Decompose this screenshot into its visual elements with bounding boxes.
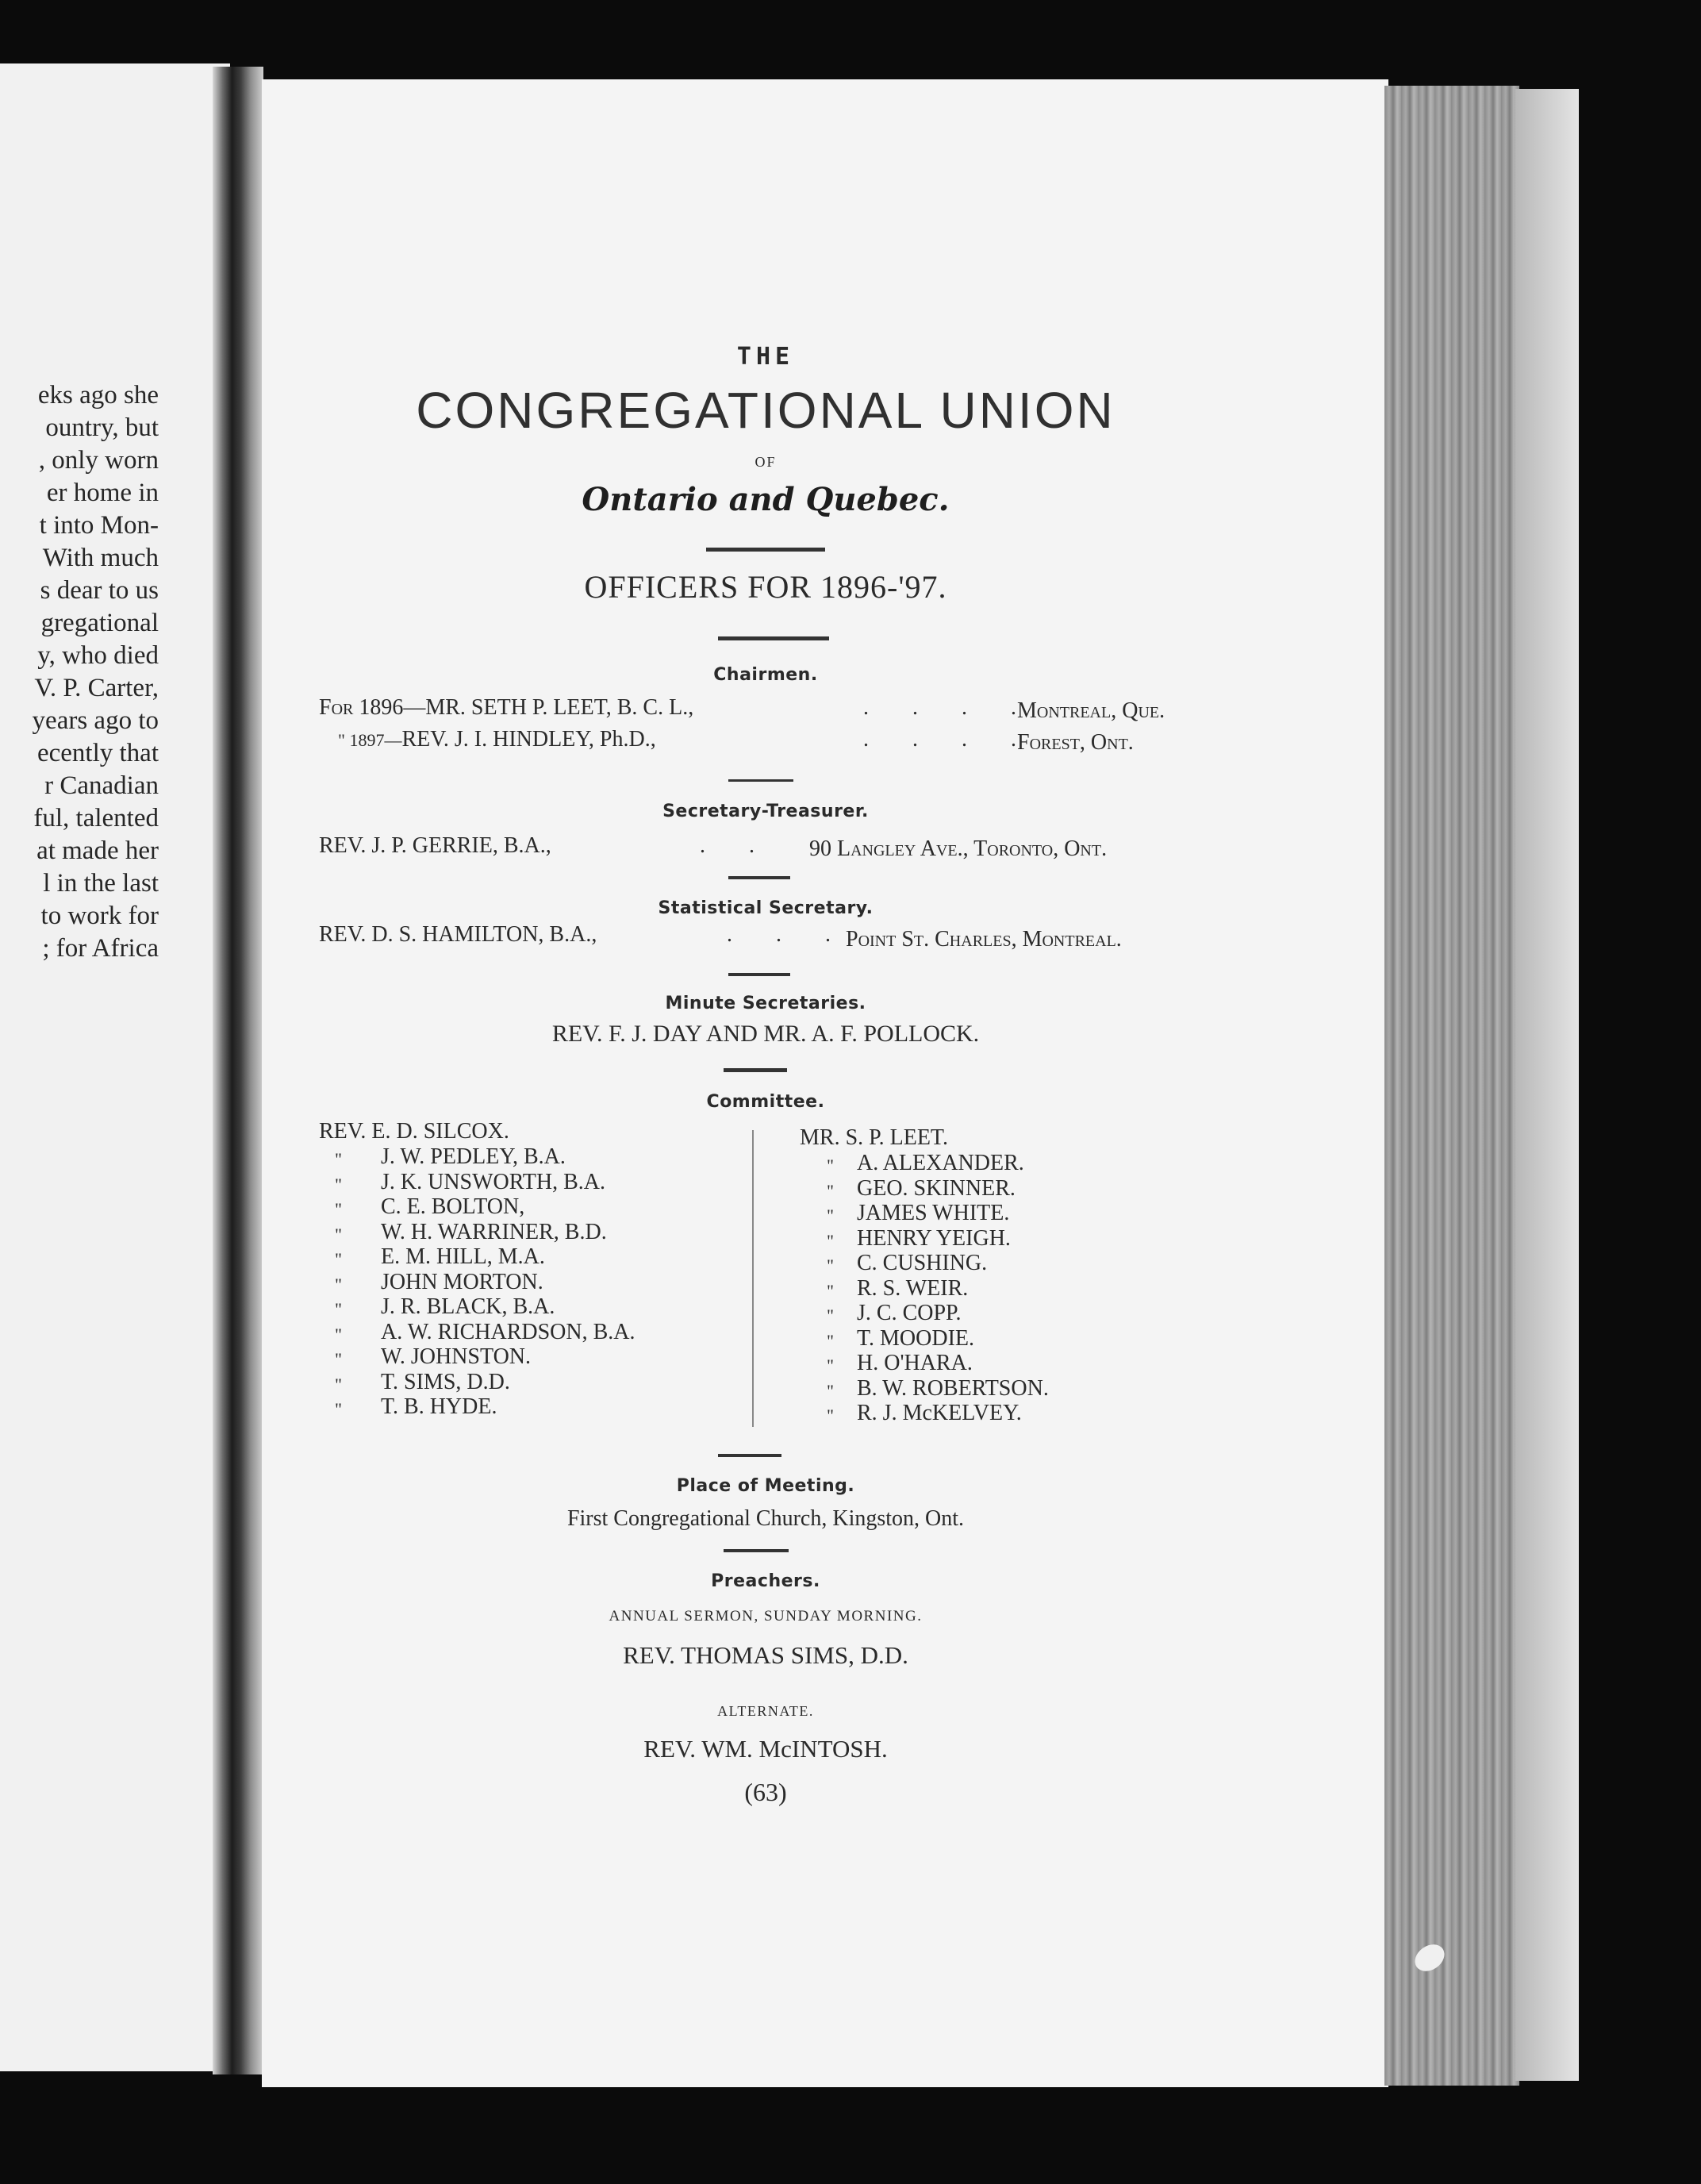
ditto-mark: " xyxy=(827,1180,834,1201)
ditto-mark: " xyxy=(827,1330,834,1351)
minute-secretaries-names: REV. F. J. DAY AND MR. A. F. POLLOCK. xyxy=(551,1021,980,1047)
chairman-dots: . . . . xyxy=(863,727,1035,752)
left-page-line: s dear to us xyxy=(40,576,159,605)
ditto-mark: " xyxy=(335,1299,342,1319)
divider xyxy=(706,548,825,552)
alternate-label: ALTERNATE. xyxy=(717,1703,814,1719)
left-page-line: ecently that xyxy=(36,739,159,767)
committee-member: E. M. HILL, M.A. xyxy=(381,1244,545,1269)
alternate-preacher: REV. WM. McINTOSH. xyxy=(643,1735,888,1763)
left-page-line: at made her xyxy=(36,836,159,865)
committee-member: J. W. PEDLEY, B.A. xyxy=(381,1144,566,1169)
page-number: (63) xyxy=(744,1778,787,1806)
ditto-mark: " xyxy=(335,1224,342,1244)
ditto-mark: " xyxy=(335,1149,342,1169)
committee-member: H. O'HARA. xyxy=(857,1351,973,1375)
left-page xyxy=(0,63,230,2071)
left-page-line: t into Mon- xyxy=(39,511,159,540)
divider xyxy=(724,1549,789,1552)
page-edges xyxy=(1384,86,1519,2086)
ditto-mark: " xyxy=(827,1255,834,1275)
committee-member: R. J. McKELVEY. xyxy=(857,1401,1022,1425)
committee-member: T. B. HYDE. xyxy=(381,1394,497,1419)
ditto-mark: " xyxy=(335,1274,342,1294)
ditto-mark: " xyxy=(335,1349,342,1369)
ditto-mark: " xyxy=(335,1174,342,1194)
committee-member: R. S. WEIR. xyxy=(857,1275,969,1301)
place-of-meeting-value: First Congregational Church, Kingston, Ont. xyxy=(566,1506,965,1531)
left-page-line: to work for xyxy=(40,902,159,930)
left-page-line: , only worn xyxy=(38,446,159,475)
left-page-line: ountry, but xyxy=(45,413,159,442)
chairmen-heading: Chairmen. xyxy=(713,665,818,685)
left-page-line: y, who died xyxy=(37,641,159,670)
preachers-heading: Preachers. xyxy=(711,1571,820,1591)
secretary-treasurer-heading: Secretary-Treasurer. xyxy=(662,802,869,821)
left-page-line: With much xyxy=(42,544,159,572)
ditto-mark: " xyxy=(335,1249,342,1269)
committee-member: GEO. SKINNER. xyxy=(857,1175,1016,1201)
committee-member: A. ALEXANDER. xyxy=(857,1151,1024,1175)
chairman-prefix: For 1896— xyxy=(319,695,426,720)
title-provinces: Ontario and Quebec. xyxy=(582,481,950,518)
committee-heading: Committee. xyxy=(706,1092,825,1112)
secretary-treasurer-name: REV. J. P. GERRIE, B.A., xyxy=(319,833,551,858)
committee-member: W. H. WARRINER, B.D. xyxy=(381,1219,607,1244)
ditto-mark: " xyxy=(335,1399,342,1419)
committee-member: C. CUSHING. xyxy=(857,1251,988,1275)
left-page-line: er home in xyxy=(46,479,159,507)
committee-column-divider xyxy=(752,1130,754,1427)
left-page-line: ful, talented xyxy=(33,804,159,832)
committee-right-first: MR. S. P. LEET. xyxy=(800,1125,948,1150)
ditto-mark: " xyxy=(827,1280,834,1301)
minute-secretaries-heading: Minute Secretaries. xyxy=(665,994,866,1013)
left-page-line: V. P. Carter, xyxy=(34,674,159,702)
ditto-mark: " xyxy=(827,1230,834,1251)
ditto-mark: " xyxy=(335,1374,342,1394)
title-of: OF xyxy=(755,454,777,470)
page-edge-outer xyxy=(1515,89,1579,2081)
left-page-line: years ago to xyxy=(32,706,159,735)
committee-member: W. JOHNSTON. xyxy=(381,1344,532,1369)
ditto-mark: " xyxy=(827,1155,834,1175)
divider xyxy=(718,636,829,640)
officers-title: OFFICERS FOR 1896-'97. xyxy=(584,569,947,605)
committee-member: JAMES WHITE. xyxy=(857,1201,1010,1225)
divider xyxy=(728,973,790,976)
secretary-treasurer-dots: . . xyxy=(700,833,774,858)
statistical-secretary-address: Point St. Charles, Montreal. xyxy=(846,927,1122,952)
left-page-line: eks ago she xyxy=(37,381,159,410)
left-page-line: r Canadian xyxy=(44,771,159,800)
chairman-row-2 xyxy=(338,727,656,752)
ditto-mark: " xyxy=(827,1380,834,1401)
committee-member: B. W. ROBERTSON. xyxy=(857,1375,1049,1401)
chairman-place: Montreal, Que. xyxy=(1017,698,1165,723)
ditto-mark: " xyxy=(827,1305,834,1325)
committee-member: J. R. BLACK, B.A. xyxy=(381,1294,555,1319)
place-of-meeting-heading: Place of Meeting. xyxy=(676,1476,855,1496)
divider xyxy=(728,876,790,879)
chairman-dots: . . . . xyxy=(863,695,1035,720)
divider xyxy=(728,779,793,782)
book-gutter xyxy=(213,67,263,2074)
left-page-line: ; for Africa xyxy=(42,934,159,963)
committee-member: J. C. COPP. xyxy=(857,1301,962,1325)
page-title: CONGREGATIONAL UNION xyxy=(416,382,1115,439)
statistical-secretary-dots: . . . xyxy=(727,922,850,947)
chairman-name: REV. J. I. HINDLEY, Ph.D., xyxy=(401,727,656,752)
annual-sermon-preacher: REV. THOMAS SIMS, D.D. xyxy=(623,1641,908,1669)
divider xyxy=(718,1454,781,1457)
statistical-secretary-heading: Statistical Secretary. xyxy=(658,898,874,918)
statistical-secretary-name: REV. D. S. HAMILTON, B.A., xyxy=(319,922,597,947)
committee-left-first: REV. E. D. SILCOX. xyxy=(319,1119,509,1144)
committee-member: HENRY YEIGH. xyxy=(857,1225,1011,1251)
ditto-mark: " xyxy=(335,1324,342,1344)
committee-member: T. MOODIE. xyxy=(857,1325,975,1351)
committee-member: C. E. BOLTON, xyxy=(381,1194,525,1219)
left-page-line: gregational xyxy=(40,609,159,637)
committee-member: T. SIMS, D.D. xyxy=(381,1369,510,1394)
ditto-mark: " xyxy=(335,1199,342,1219)
chairman-row-1 xyxy=(319,695,693,721)
committee-member: JOHN MORTON. xyxy=(381,1269,543,1294)
chairman-name: MR. SETH P. LEET, B. C. L., xyxy=(425,695,694,720)
divider xyxy=(724,1068,787,1072)
chairman-prefix: " 1897— xyxy=(338,730,402,750)
ditto-mark: " xyxy=(827,1205,834,1225)
secretary-treasurer-address: 90 Langley Ave., Toronto, Ont. xyxy=(809,836,1108,861)
committee-member: A. W. RICHARDSON, B.A. xyxy=(381,1319,635,1344)
ditto-mark: " xyxy=(827,1355,834,1375)
title-the: THE xyxy=(736,343,795,371)
chairman-place: Forest, Ont. xyxy=(1017,730,1134,755)
ditto-mark: " xyxy=(827,1405,834,1425)
committee-member: J. K. UNSWORTH, B.A. xyxy=(381,1169,605,1194)
annual-sermon-label: ANNUAL SERMON, SUNDAY MORNING. xyxy=(609,1608,923,1625)
left-page-line: l in the last xyxy=(43,869,159,898)
